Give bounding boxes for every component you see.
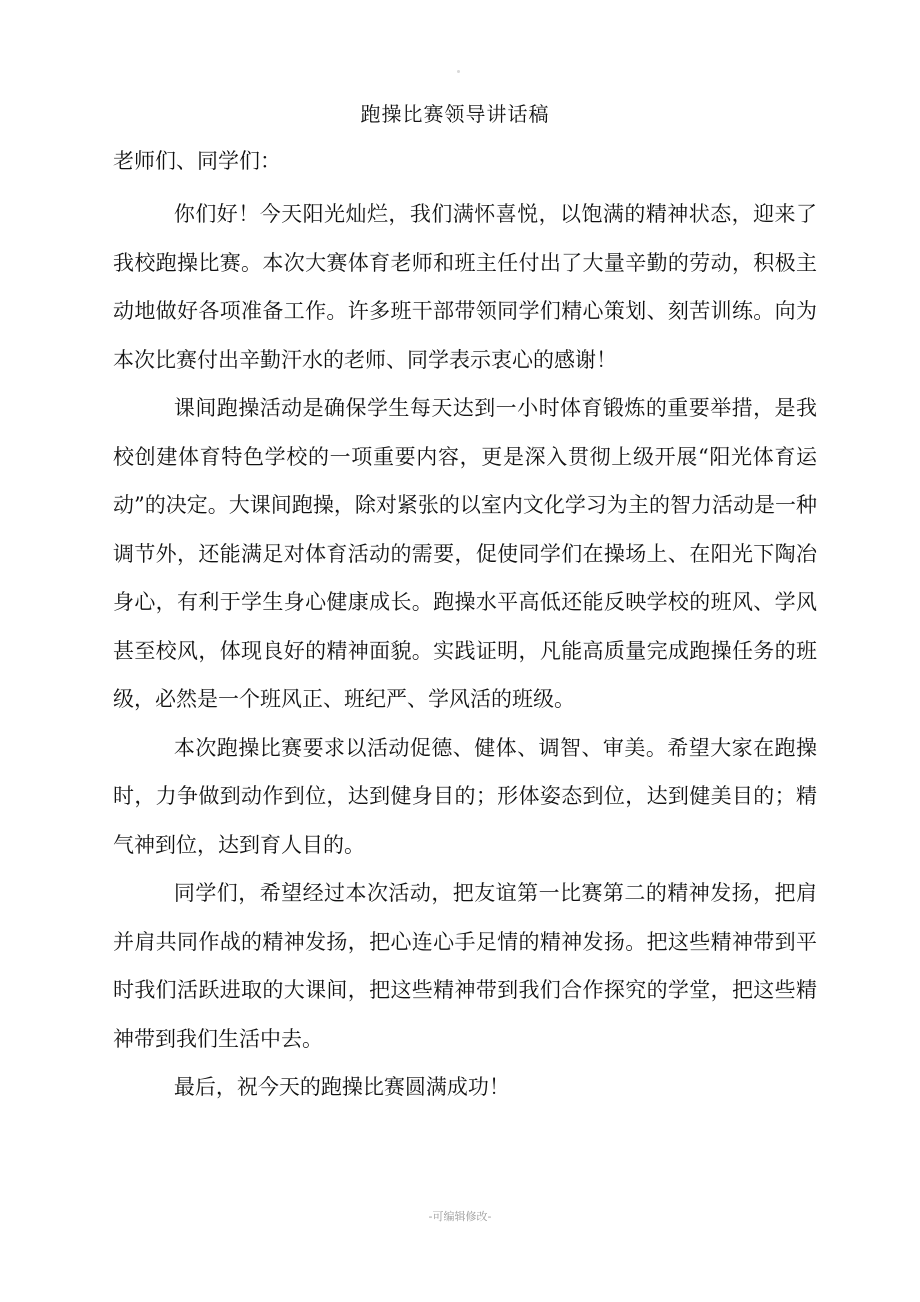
paragraph-requirements: 本次跑操比赛要求以活动促德、健体、调智、审美。希望大家在跑操时，力争做到动作到位，达到健身目的；形体姿态到位，达到健美目的；精气神到位，达到育人目的。 [113,735,817,857]
page-marker-dot [457,70,460,73]
paragraph-spirit: 同学们，希望经过本次活动，把友谊第一比赛第二的精神发扬，把肩并肩共同作战的精神发扬，把心连心手足情的精神发扬。把这些精神带到平时我们活跃进取的大课间，把这些精神带到我们合作探究的学堂，把这些精神带到我们生活中去。 [113,881,817,1051]
salutation: 老师们、同学们： [113,149,281,173]
page-title: 跑操比赛领导讲话稿 [360,102,550,126]
speech-body [113,190,817,1112]
paragraph-welcome: 你们好！今天阳光灿烂，我们满怀喜悦，以饱满的精神状态，迎来了我校跑操比赛。本次大赛体育老师和班主任付出了大量辛勤的劳动，积极主动地做好各项准备工作。许多班干部带领同学们精心策划、刻苦训练。向为本次比赛付出辛勤汗水的老师、同学表示衷心的感谢！ [113,202,817,372]
paragraph-purpose: 课间跑操活动是确保学生每天达到一小时体育锻炼的重要举措，是我校创建体育特色学校的一项重要内容，更是深入贯彻上级开展“阳光体育运动”的决定。大课间跑操，除对紧张的以室内文化学习为主的智力活动是一种调节外，还能满足对体育活动的需要，促使同学们在操场上、在阳光下陶冶身心，有利于学生身心健康成长。跑操水平高低还能反映学校的班风、学风甚至校风，体现良好的精神面貌。实践证明，凡能高质量完成跑操任务的班级，必然是一个班风正、班纪严、学风活的班级。 [113,396,817,711]
paragraph-closing: 最后，祝今天的跑操比赛圆满成功！ [173,1075,510,1099]
footer-note: -可编辑修改- [428,1210,492,1223]
